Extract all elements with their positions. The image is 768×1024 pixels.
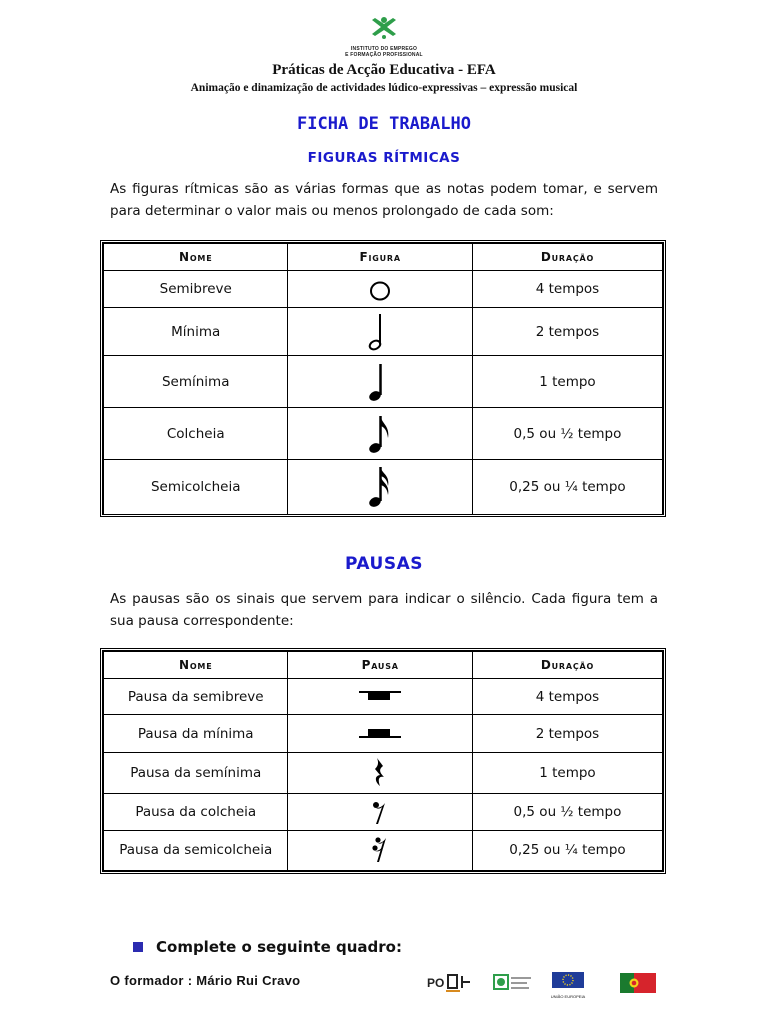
table-row bbox=[104, 753, 663, 793]
row-duration: 0,25 ou ¼ tempo bbox=[472, 460, 662, 515]
iefp-logo bbox=[334, 16, 434, 58]
instruction-text: Complete o seguinte quadro: bbox=[156, 938, 402, 956]
row-duration: 4 tempos bbox=[472, 679, 662, 715]
poph-logo bbox=[426, 972, 474, 994]
portugal-flag-icon bbox=[620, 972, 656, 994]
row-name: Semicolcheia bbox=[104, 460, 288, 515]
half-note-icon bbox=[365, 310, 395, 354]
row-name: Pausa da mínima bbox=[104, 715, 288, 753]
intro-paragraph: As figuras rítmicas são as várias formas que as notas podem tomar, e servem para determinar o valor mais ou menos prolongado de cada som: bbox=[110, 181, 658, 219]
row-name: Mínima bbox=[104, 308, 288, 356]
qren-logo-icon bbox=[492, 972, 534, 994]
row-name: Pausa da semínima bbox=[104, 753, 288, 793]
row-name: Semibreve bbox=[104, 271, 288, 308]
eu-flag-icon bbox=[550, 972, 586, 990]
table-row bbox=[104, 271, 663, 308]
half-rest-icon bbox=[355, 724, 405, 744]
eighth-note-icon bbox=[365, 412, 395, 456]
quarter-rest-icon bbox=[369, 756, 391, 790]
row-name: Pausa da colcheia bbox=[104, 793, 288, 830]
whole-rest-icon bbox=[355, 687, 405, 707]
sixteenth-rest-icon bbox=[369, 834, 391, 866]
table-row bbox=[104, 793, 663, 830]
portugal-flag bbox=[620, 972, 656, 994]
table-row bbox=[104, 308, 663, 356]
sixteenth-note-icon bbox=[365, 464, 395, 510]
table-row bbox=[104, 830, 663, 870]
table-row bbox=[104, 356, 663, 408]
header-nome: Nome bbox=[104, 652, 288, 679]
row-name: Semínima bbox=[104, 356, 288, 408]
row-name: Colcheia bbox=[104, 408, 288, 460]
row-duration: 0,5 ou ½ tempo bbox=[472, 408, 662, 460]
poph-logo-icon bbox=[426, 972, 474, 994]
row-duration: 0,25 ou ¼ tempo bbox=[472, 830, 662, 870]
logo-text-line1: INSTITUTO DO EMPREGO bbox=[350, 46, 418, 52]
row-duration: 2 tempos bbox=[472, 308, 662, 356]
section-subtitle: FIGURAS RÍTMICAS bbox=[307, 150, 461, 166]
header-duracao: Duração bbox=[472, 652, 662, 679]
row-duration: 4 tempos bbox=[472, 271, 662, 308]
header-nome: Nome bbox=[104, 244, 288, 271]
eu-logo bbox=[550, 972, 586, 999]
table-row bbox=[104, 715, 663, 753]
poph-text: PO bbox=[427, 976, 445, 990]
eighth-rest-icon bbox=[369, 797, 391, 827]
table-row bbox=[104, 408, 663, 460]
rests-table bbox=[100, 648, 666, 874]
figures-table bbox=[100, 240, 666, 517]
logo-text-line2: E FORMAÇÃO PROFISSIONAL bbox=[345, 52, 423, 58]
header-duracao: Duração bbox=[472, 244, 662, 271]
table-row bbox=[104, 679, 663, 715]
whole-note-icon bbox=[365, 274, 395, 304]
formador-text: O formador : Mário Rui Cravo bbox=[110, 973, 301, 988]
iefp-logo-icon bbox=[334, 16, 434, 42]
quarter-note-icon bbox=[365, 360, 395, 404]
row-duration: 1 tempo bbox=[472, 356, 662, 408]
row-duration: 1 tempo bbox=[472, 753, 662, 793]
row-duration: 2 tempos bbox=[472, 715, 662, 753]
row-name: Pausa da semibreve bbox=[104, 679, 288, 715]
row-duration: 0,5 ou ½ tempo bbox=[472, 793, 662, 830]
row-name: Pausa da semicolcheia bbox=[104, 830, 288, 870]
page-title: FICHA DE TRABALHO bbox=[297, 114, 471, 134]
table-row bbox=[104, 460, 663, 515]
table-header-row bbox=[104, 244, 663, 271]
eu-text: UNIÃO EUROPEIA bbox=[550, 994, 586, 999]
header-pausa: Pausa bbox=[288, 652, 472, 679]
pausas-title: PAUSAS bbox=[345, 554, 423, 574]
table-header-row bbox=[104, 652, 663, 679]
header-line-2: Animação e dinamização de actividades lúdico-expressivas – expressão musical bbox=[190, 82, 578, 94]
pausas-paragraph: As pausas são os sinais que servem para indicar o silêncio. Cada figura tem a sua pausa correspondente: bbox=[110, 591, 658, 629]
header-line-1: Práticas de Acção Educativa - EFA bbox=[272, 62, 496, 78]
header-figura: Figura bbox=[288, 244, 472, 271]
bullet-icon bbox=[133, 942, 143, 952]
qren-logo bbox=[492, 972, 534, 994]
